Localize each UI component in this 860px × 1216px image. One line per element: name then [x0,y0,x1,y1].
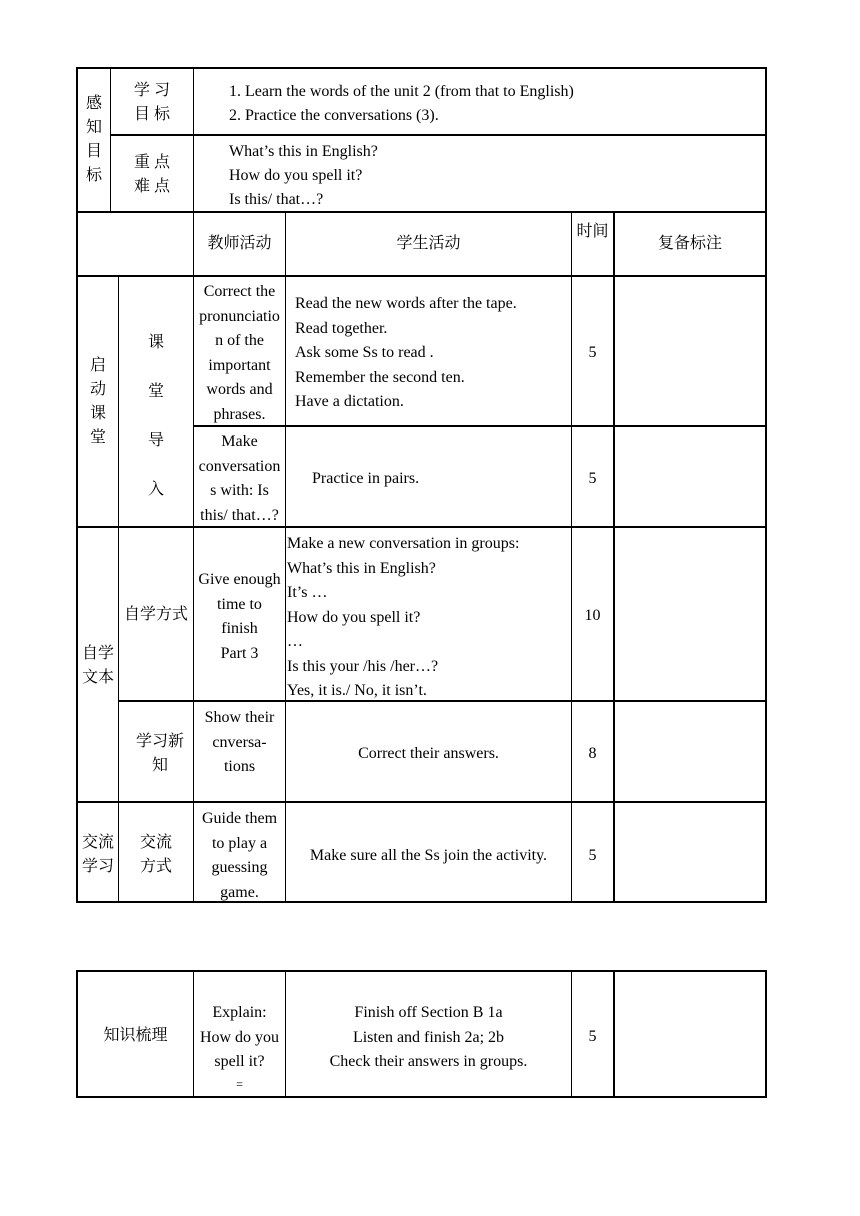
student-activity-cell: Make sure all the Ss join the activity. [309,847,548,864]
cell-line: Part 3 [220,644,259,662]
time-cell: 10 [584,607,601,624]
cell-line: Listen and finish 2a; 2b [352,1028,505,1046]
cell-line: Make [221,433,258,450]
subsection-char: 课 [147,334,164,351]
cell-line: Give enough [198,571,281,588]
cell-line: to play a [211,834,268,852]
cell-line: Make a new conversation in groups: [287,535,520,552]
key-point-item: Is this/ that…? [229,191,324,208]
study-goal-label [111,79,193,127]
teacher-activity-cell [194,280,285,427]
subsection-char: 堂 [147,383,164,400]
goals-section-label [78,92,110,188]
cell-line: s with: Is [210,482,269,499]
header-time: 时间 [576,223,609,240]
cell-line: Show their [204,709,275,726]
cell-line: Read together. [295,319,388,337]
cell-line: Read the new words after the tape. [295,295,517,312]
section-char: 堂 [89,429,106,446]
cell-line: this/ that…? [200,506,279,524]
section-line: 文本 [81,669,114,686]
cell-line: How do you [199,1028,280,1046]
goals-char: 标 [85,167,102,184]
cell-line: Yes, it is./ No, it isn’t. [287,682,427,699]
cell-line: finish [221,620,258,637]
cell-line: = [236,1076,243,1091]
cell-line: n of the [215,332,264,349]
section-char: 课 [89,405,106,422]
key-point-item: What’s this in English? [229,143,378,160]
section-char: 动 [89,381,106,398]
student-activity-cell: Practice in pairs. [312,470,420,487]
section-char: 启 [89,357,106,374]
subsection-char: 导 [147,432,164,449]
cell-line: phrases. [213,405,266,423]
section-label-knowledge: 知识梳理 [103,1027,168,1044]
cell-line: Have a dictation. [295,393,404,410]
student-activity-cell [286,1001,571,1075]
subsection-line: 学习新 [135,733,184,750]
time-cell: 5 [588,470,597,487]
cell-line: words and [206,381,273,398]
goals-char: 知 [85,119,102,136]
key-point-item: How do you spell it? [229,167,363,184]
cell-line: spell it? [214,1053,265,1070]
section-line: 自学 [81,645,114,662]
goals-char: 感 [85,95,102,112]
teacher-activity-cell [194,1001,285,1093]
subsection-label-self-study-method: 自学方式 [123,606,188,623]
header-notes: 复备标注 [657,235,722,252]
key-points-label-line: 重 点 [133,154,170,171]
cell-line: cnversa- [212,733,267,751]
time-cell: 5 [588,344,597,361]
student-activity-cell [287,532,519,704]
section-label-self-study [78,642,118,690]
cell-line: Ask some Ss to read . [295,344,434,361]
subsection-label-exchange-method [119,831,193,879]
time-cell: 5 [588,1028,597,1045]
section-line: 学习 [81,858,114,875]
student-activity-cell [295,292,517,415]
cell-line: Is this your /his /her…? [287,657,439,675]
subsection-label-lead-in [119,318,193,514]
key-points-label [111,151,193,199]
header-teacher-activity: 教师活动 [207,235,272,252]
section-line: 交流 [81,834,114,851]
cell-line: Remember the second ten. [295,368,465,386]
cell-line: Correct the [203,283,276,300]
goals-char: 目 [85,143,102,160]
cell-line: pronunciatio [199,307,280,325]
time-cell: 5 [588,847,597,864]
cell-line: How do you spell it? [287,608,421,626]
subsection-char: 入 [147,481,164,498]
cell-line: Check their answers in groups. [329,1053,528,1070]
teacher-activity-cell [194,430,285,528]
cell-line: game. [220,883,259,901]
teacher-activity-cell [194,807,285,905]
subsection-line: 方式 [139,858,172,875]
cell-line: Explain: [212,1004,267,1021]
cell-line: conversation [198,457,281,475]
cell-line: Finish off Section B 1a [354,1004,503,1021]
cell-line: Guide them [201,810,278,827]
cell-line: … [287,633,303,650]
subsection-line: 知 [151,757,168,774]
study-goal-label-line: 目 标 [133,106,170,123]
student-activity-cell: Correct their answers. [358,745,499,762]
teacher-activity-cell [194,706,285,780]
study-goal-label-line: 学 习 [133,82,170,99]
header-student-activity: 学生活动 [396,235,461,252]
study-goal-item: 1. Learn the words of the unit 2 (from that to English) [229,83,574,100]
cell-line: It’s … [287,584,328,601]
teacher-activity-cell [194,568,285,666]
cell-line: What’s this in English? [287,559,436,577]
study-goal-item: 2. Practice the conversations (3). [229,107,439,124]
cell-line: time to [217,595,262,613]
cell-line: guessing [211,859,268,876]
section-label-warmup [78,354,118,450]
cell-line: important [208,356,271,374]
time-cell: 8 [588,745,597,762]
cell-line: tions [223,758,256,775]
section-label-exchange [78,831,118,879]
key-points-label-line: 难 点 [133,178,170,195]
subsection-line: 交流 [139,834,172,851]
subsection-label-new-knowledge [119,730,201,778]
